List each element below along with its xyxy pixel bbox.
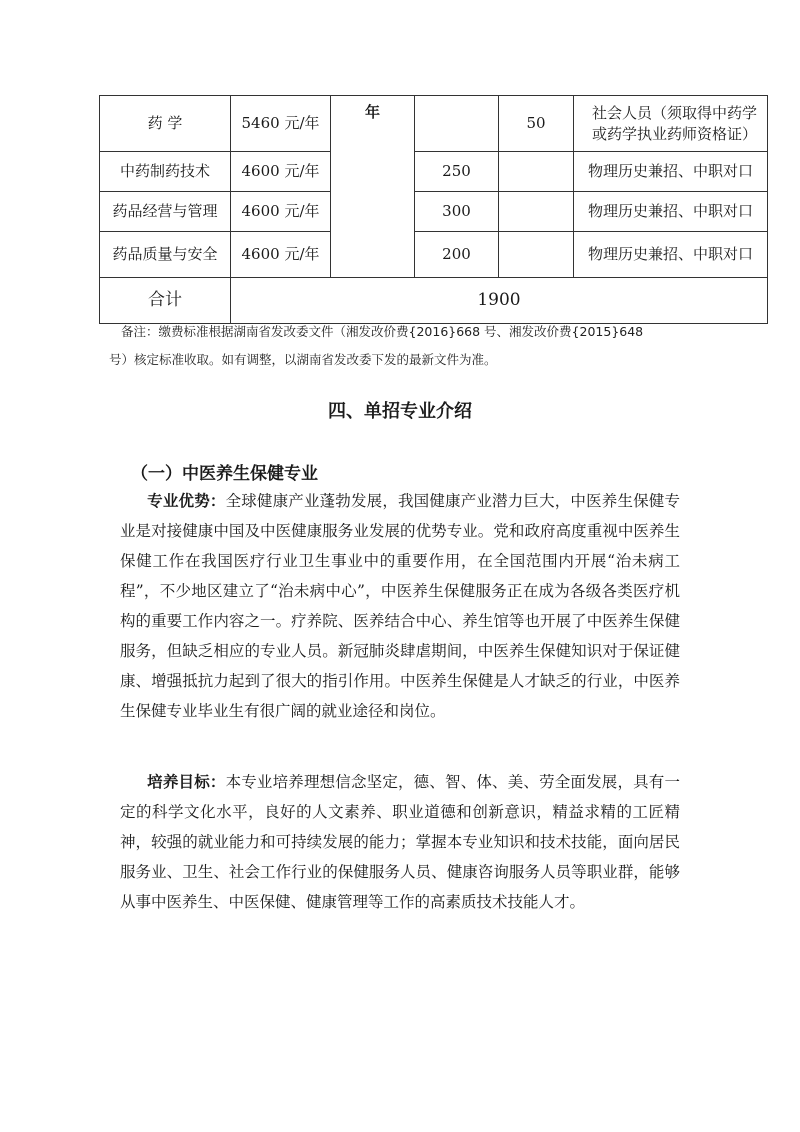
enroll-quota [499, 232, 574, 278]
enroll-note: 物理历史兼招、中职对口 [574, 232, 768, 278]
table-row [100, 232, 768, 278]
remark-line: 号）核定标准收取。如有调整，以湖南省发改委下发的最新文件为准。 [109, 352, 497, 367]
major-name: 中药制药技术 [100, 152, 231, 192]
enroll-plan: 300 [415, 192, 499, 232]
enroll-note: 社会人员（须取得中药学或药学执业药师资格证） [574, 96, 768, 152]
table-row [100, 152, 768, 192]
total-value: 1900 [231, 278, 768, 324]
major-name: 药品质量与安全 [100, 232, 231, 278]
tuition-fee: 4600 元/年 [231, 232, 331, 278]
enrollment-table [99, 95, 768, 324]
tuition-fee: 5460 元/年 [231, 96, 331, 152]
paragraph-advantages [120, 486, 680, 726]
table-row [100, 192, 768, 232]
section-title: 四、单招专业介绍 [328, 401, 472, 422]
enroll-quota [499, 152, 574, 192]
table-total-row [100, 278, 768, 324]
paragraph-lead: 培养目标： [147, 773, 226, 791]
duration-unit: 年 [331, 96, 415, 278]
paragraph-text: 全球健康产业蓬勃发展，我国健康产业潜力巨大，中医养生保健专业是对接健康中国及中医健康服务业发展的优势专业。党和政府高度重视中医养生保健工作在我国医疗行业卫生事业中的重要作用，在全国范围内开展“治未病工程”，不少地区建立了“治未病中心”，中医养生保健服务正在成为各级各类医疗机构的重要工作内容之一。疗养院、医养结合中心、养生馆等也开展了中医养生保健服务，但缺乏相应的专业人员。新冠肺炎肆虐期间，中医养生保健知识对于保证健康、增强抵抗力起到了很大的指引作用。中医养生保健是人才缺乏的行业，中医养生保健专业毕业生有很广阔的就业途径和岗位。 [120, 492, 680, 720]
tuition-fee: 4600 元/年 [231, 192, 331, 232]
enroll-note: 物理历史兼招、中职对口 [574, 152, 768, 192]
tuition-fee: 4600 元/年 [231, 152, 331, 192]
enroll-note: 物理历史兼招、中职对口 [574, 192, 768, 232]
table-row [100, 96, 768, 152]
enroll-quota: 50 [499, 96, 574, 152]
major-name: 药品经营与管理 [100, 192, 231, 232]
enroll-plan [415, 96, 499, 152]
enroll-plan: 250 [415, 152, 499, 192]
subsection-title: （一）中医养生保健专业 [131, 464, 318, 484]
major-name: 药 学 [100, 96, 231, 152]
enroll-quota [499, 192, 574, 232]
paragraph-lead: 专业优势： [147, 492, 226, 510]
enroll-plan: 200 [415, 232, 499, 278]
remark-line: 备注：缴费标准根据湖南省发改委文件（湘发改价费{2016}668 号、湘发改价费{2015}648 [121, 324, 644, 339]
paragraph-objectives [120, 767, 680, 917]
remark-note [109, 318, 761, 374]
total-label: 合计 [100, 278, 231, 324]
paragraph-text: 本专业培养理想信念坚定，德、智、体、美、劳全面发展，具有一定的科学文化水平，良好的人文素养、职业道德和创新意识，精益求精的工匠精神，较强的就业能力和可持续发展的能力；掌握本专业知识和技术技能，面向居民服务业、卫生、社会工作行业的保健服务人员、健康咨询服务人员等职业群，能够从事中医养生、中医保健、健康管理等工作的高素质技术技能人才。 [120, 773, 680, 911]
